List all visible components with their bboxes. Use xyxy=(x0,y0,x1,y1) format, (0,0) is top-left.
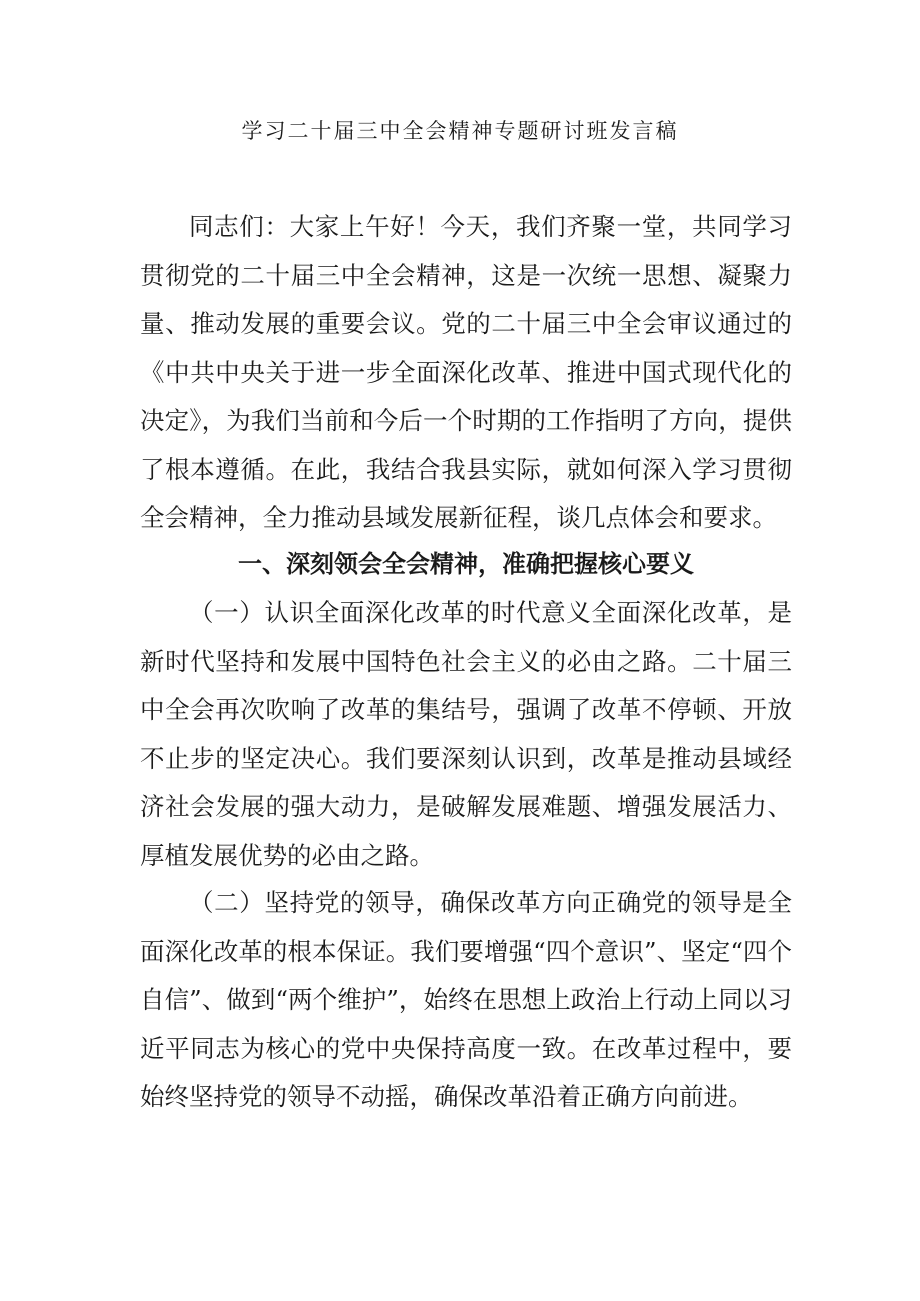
section-heading: 一、深刻领会全会精神，准确把握核心要义 xyxy=(238,550,694,578)
paragraph-point-two: （二）坚持党的领导，确保改革方向正确党的领导是全面深化改革的根本保证。我们要增强“四个意识”、坚定“四个自信”、做到“两个维护”，始终在思想上政治上行动上同以习近平同志为核心的党中央保持高度一致。在改革过程中，要始终坚持党的领导不动摇，确保改革沿着正确方向前进。 xyxy=(140,888,792,1111)
intro-paragraph: 同志们：大家上午好！今天，我们齐聚一堂，共同学习贯彻党的二十届三中全会精神，这是一次统一思想、凝聚力量、推动发展的重要会议。党的二十届三中全会审议通过的《中共中央关于进一步全面深化改革、推进中国式现代化的决定》，为我们当前和今后一个时期的工作指明了方向，提供了根本遵循。在此，我结合我县实际，就如何深入学习贯彻全会精神，全力推动县域发展新征程，谈几点体会和要求。 xyxy=(140,212,792,532)
paragraph-point-one: （一）认识全面深化改革的时代意义全面深化改革，是新时代坚持和发展中国特色社会主义的必由之路。二十届三中全会再次吹响了改革的集结号，强调了改革不停顿、开放不止步的坚定决心。我们要深刻认识到，改革是推动县域经济社会发展的强大动力，是破解发展难题、增强发展活力、厚植发展优势的必由之路。 xyxy=(140,598,792,870)
document-title: 学习二十届三中全会精神专题研讨班发言稿 xyxy=(241,119,679,143)
